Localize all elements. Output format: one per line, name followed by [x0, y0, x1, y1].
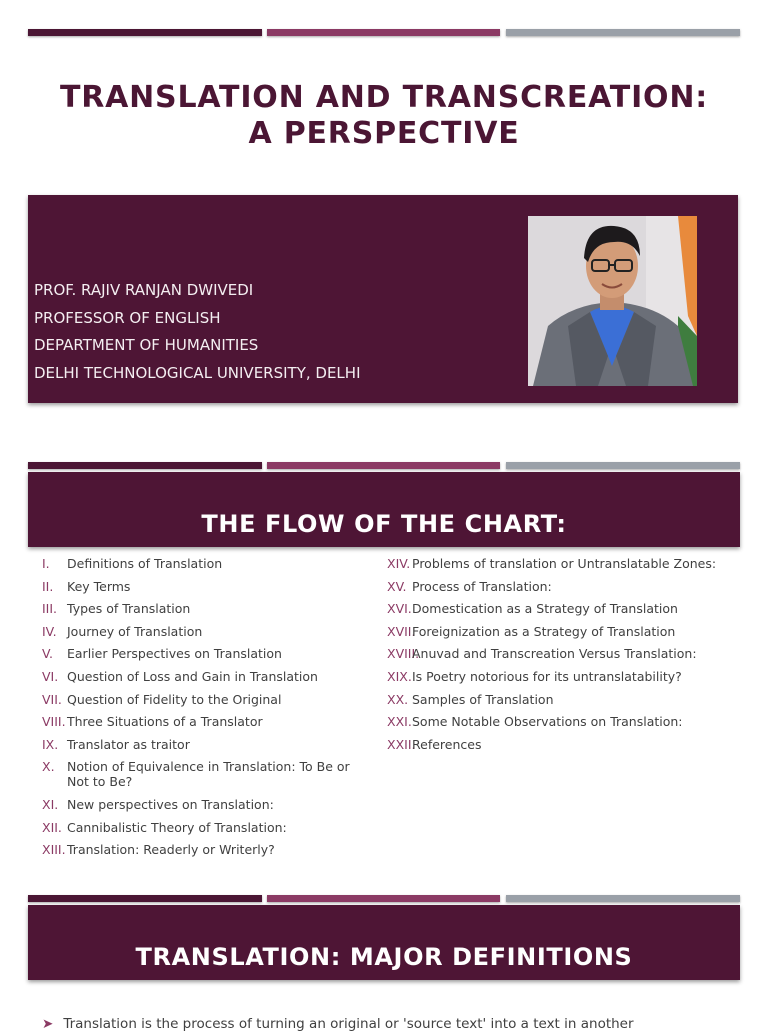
toc-item-number: XVII.: [387, 623, 416, 639]
flow-chart-banner: [28, 472, 740, 547]
presentation-title: [0, 80, 768, 152]
toc-item-number: XXI.: [387, 714, 412, 730]
decorative-stripe-bottom: [28, 895, 740, 902]
toc-item-text: New perspectives on Translation:: [67, 796, 274, 812]
author-university: DELHI TECHNOLOGICAL UNIVERSITY, DELHI: [34, 363, 361, 382]
toc-item-text: Problems of translation or Untranslatable Zones:: [412, 556, 717, 571]
author-panel: [28, 195, 738, 403]
toc-item-number: XVIII.: [387, 646, 420, 662]
author-details: [34, 277, 361, 387]
toc-item-text: Anuvad and Transcreation Versus Translation:: [412, 646, 697, 662]
toc-item-number: XXII.: [387, 736, 416, 752]
toc-item-number: VI.: [42, 669, 59, 684]
toc-item-text: Key Terms: [67, 578, 131, 594]
decorative-stripe-middle: [28, 462, 740, 469]
decorative-stripe-top: [28, 29, 740, 36]
toc-item-number: V.: [42, 646, 53, 662]
author-photo: [528, 216, 697, 386]
toc-item-text: Definitions of Translation: [67, 556, 223, 571]
toc-item-text: Question of Fidelity to the Original: [67, 691, 282, 707]
toc-item-number: VII.: [42, 691, 62, 707]
toc-item-text: Three Situations of a Translator: [67, 714, 263, 730]
definitions-heading: TRANSLATION: MAJOR DEFINITIONS: [135, 943, 633, 971]
toc-item-number: III.: [42, 601, 58, 617]
arrow-bullet-icon: ➤: [42, 1016, 54, 1032]
toc-item-number: XII.: [42, 819, 62, 835]
toc-item-text: Samples of Translation: [412, 691, 554, 707]
toc-item-number: IX.: [42, 736, 59, 752]
definition-bullet: [42, 1016, 634, 1032]
author-department: DEPARTMENT OF HUMANITIES: [34, 336, 259, 354]
toc-item-text: References: [412, 736, 482, 752]
toc-item-number: I.: [42, 556, 50, 571]
toc-item-text: Translator as traitor: [67, 736, 190, 752]
toc-item-number: XVI.: [387, 601, 412, 617]
toc-item-number: X.: [42, 759, 55, 775]
flow-chart-heading: THE FLOW OF THE CHART:: [201, 510, 567, 538]
toc-item-text: Domestication as a Strategy of Translation: [412, 601, 678, 617]
toc-item-text: Foreignization as a Strategy of Translation: [412, 623, 676, 639]
toc-item-text: Is Poetry notorious for its untranslatability?: [412, 669, 682, 684]
toc-item-text: Earlier Perspectives on Translation: [67, 646, 282, 662]
toc-item-number: IV.: [42, 623, 57, 639]
toc-item-number: XIV.: [387, 556, 411, 571]
toc-item-text: Process of Translation:: [412, 578, 552, 594]
toc-item-number: II.: [42, 578, 54, 594]
definitions-banner: [28, 905, 740, 980]
toc-item-text: Translation: Readerly or Writerly?: [67, 842, 275, 858]
toc-item-text: Types of Translation: [67, 601, 191, 617]
toc-item-text: Some Notable Observations on Translation:: [412, 714, 683, 730]
toc-item-text: Question of Loss and Gain in Translation: [67, 669, 318, 684]
toc-item-text: Cannibalistic Theory of Translation:: [67, 819, 287, 835]
toc-item-number: XX.: [387, 691, 409, 707]
toc-item-number: XIX.: [387, 669, 412, 684]
toc-item-number: XIII.: [42, 842, 66, 858]
toc-item-text: Journey of Translation: [67, 623, 203, 639]
toc-item-number: XI.: [42, 796, 59, 812]
title-line-2: A PERSPECTIVE: [248, 116, 520, 151]
toc-item-number: VIII.: [42, 714, 66, 730]
author-position: PROFESSOR OF ENGLISH: [34, 308, 221, 327]
definition-text: Translation is the process of turning an original or 'source text' into a text in another: [63, 1016, 634, 1032]
author-name: PROF. RAJIV RANJAN DWIVEDI: [34, 281, 254, 299]
title-line-1: TRANSLATION AND TRANSCREATION:: [59, 80, 709, 115]
toc-item-text: Notion of Equivalence in Translation: To Be or Not to Be?: [67, 759, 350, 790]
toc-item-number: XV.: [387, 578, 407, 594]
